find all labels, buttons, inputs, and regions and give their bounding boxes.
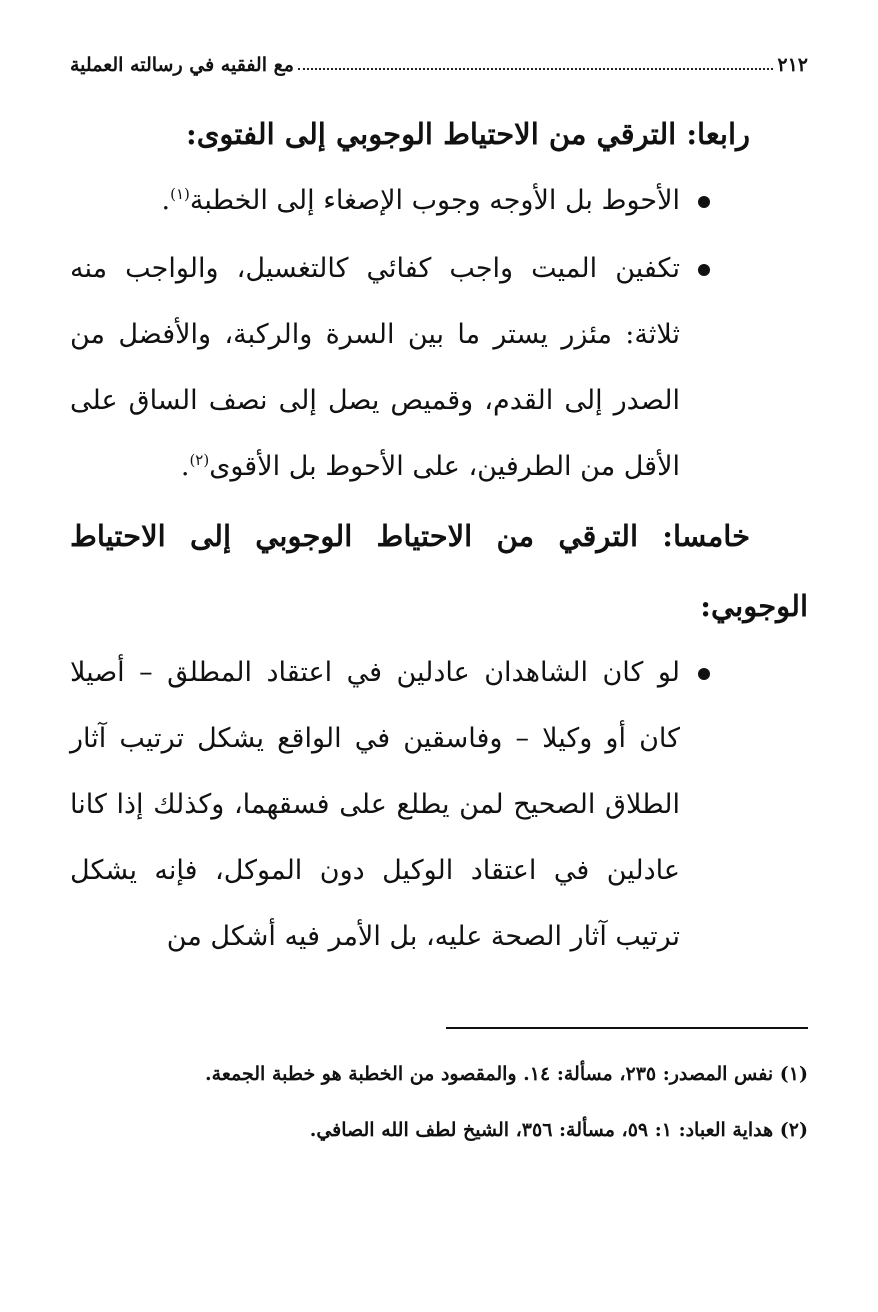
page-number: ٢١٢ bbox=[777, 54, 808, 76]
running-header bbox=[70, 48, 808, 82]
bullet-text: تكفين الميت واجب كفائي كالتغسيل، والواجب منه ثلاثة: مئزر يستر ما بين السرة والركبة، والأفضل من الصدر إلى القدم، وقميص يصل إلى نصف الساق على الأقل من الطرفين، على الأحوط بل الأقوى$^{(٢)}$. bbox=[70, 253, 680, 482]
bullet-text: لو كان الشاهدان عادلين في اعتقاد المطلق – أصيلا كان أو وكيلا – وفاسقين في الواقع يشكل ترتيب آثار الطلاق الصحيح لمن يطلع على فسقهما، وكذلك إذا كانا عادلين في اعتقاد الوكيل دون الموكل، فإنه يشكل ترتيب آثار الصحة عليه، بل الأمر فيه أشكل من bbox=[70, 657, 680, 952]
section-heading-5-cont: الوجوبي: bbox=[700, 589, 808, 623]
document-page bbox=[70, 40, 808, 1280]
footnote: (٢) هداية العباد: ١: ٥٩، مسألة: ٣٥٦، الشيخ لطف الله الصافي. bbox=[309, 1119, 808, 1141]
bullet-dot bbox=[698, 196, 710, 208]
bullet-dot bbox=[698, 264, 710, 276]
footnote: (١) نفس المصدر: ٢٣٥، مسألة: ١٤. والمقصود من الخطبة هو خطبة الجمعة. bbox=[205, 1063, 808, 1085]
footnote-separator bbox=[446, 1027, 808, 1029]
bullet-text: الأحوط بل الأوجه وجوب الإصغاء إلى الخطبة$^{(١)}$. bbox=[161, 185, 680, 216]
running-title: مع الفقيه في رسالته العملية bbox=[70, 54, 294, 76]
leader-dots bbox=[298, 68, 773, 70]
section-heading-5: خامسا: الترقي من الاحتياط الوجوبي إلى الاحتياط bbox=[70, 519, 750, 553]
bullet-dot bbox=[698, 668, 710, 680]
footnote-ref: (١) bbox=[170, 185, 190, 203]
footnote-ref: (٢) bbox=[189, 451, 210, 469]
section-heading-4: رابعا: الترقي من الاحتياط الوجوبي إلى الفتوى: bbox=[186, 117, 750, 151]
